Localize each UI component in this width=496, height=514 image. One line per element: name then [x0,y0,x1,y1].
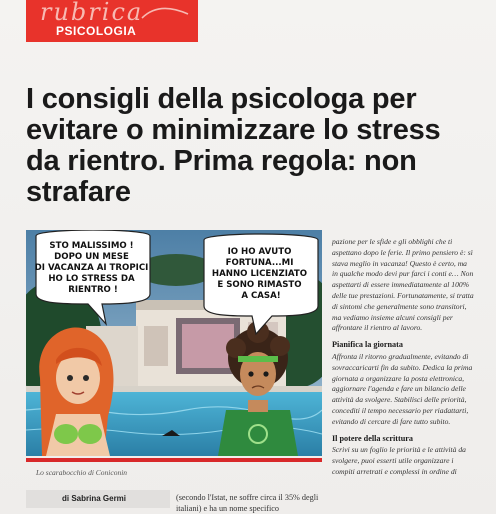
subheading-plan-day: Pianifica la giornata [332,340,403,350]
bubble-left-line-5: RIENTRO ! [68,285,118,295]
right-text-column [332,237,474,478]
article-headline: I consigli della psicologa per evitare o minimizzare lo stress da rientro. Prima regola: non strafare [26,83,441,208]
swash-ornament-icon [140,4,190,24]
section-script-label: rubrica [40,0,144,26]
comic-illustration [26,230,322,456]
bubble-left-line-1: STO MALISSIMO ! [49,241,134,251]
body-paragraph-intro: pazione per le sfide e gli obblighi che ti aspettano dopo le ferie. Il primo pensiero è: sì stava meglio in vacanza! Questo è certo, ma in qualche modo devi pur farci i conti e… Non aspettarti di essere immediatamente al 100% delle tue prestazioni. Fortunatamente, si tratta di sintomi che generalmente sono transitori, ma vediamo insieme alcuni consigli per affrontare il rientro al lavoro. [332,237,474,333]
red-divider-rule [26,458,322,462]
body-paragraph-plan-day: Affronta il ritorno gradualmente, evitando di sovraccaricarti fin da subito. Dedica la prima giornata a organizzare la posta elettronica, aggiornare l'agenda e fare un bilancio delle attività da svolgere. Stabilisci delle priorità, concediti il tempo necessario per riadattarti, evitando di cercare di fare tutto subito. [332,351,473,426]
bubble-left-line-4: HO LO STRESS DA [48,274,135,284]
bubble-left-line-3: DI VACANZA AI TROPICI [34,263,149,273]
body-paragraph-writing: Scrivi su un foglio le priorità e le attività da svolgere, puoi esserti utile organizzare i compiti arretrati e complessi in ordine di [332,445,466,476]
bubble-right-line-1: IO HO AVUTO [227,247,292,257]
bubble-left-line-2: DOPO UN MESE [54,252,129,262]
section-topic: PSICOLOGIA [56,24,137,38]
subheading-writing: Il potere della scrittura [332,433,414,443]
image-caption: Lo scarabocchio di Coniconin [36,468,128,477]
body-text-bottom-content: (secondo l'Istat, ne soffre circa il 35% degli italiani) e ha un nome specifico [176,493,319,513]
article-author: di Sabrina Germi [62,494,127,503]
bubble-right-line-5: A CASA! [241,291,281,301]
bubble-right-line-4: E SONO RIMASTO [217,280,302,290]
bubble-right-line-2: FORTUNA...MI [225,258,294,268]
body-text-bottom [176,493,322,514]
bubble-right-line-3: HANNO LICENZIATO [211,269,308,279]
